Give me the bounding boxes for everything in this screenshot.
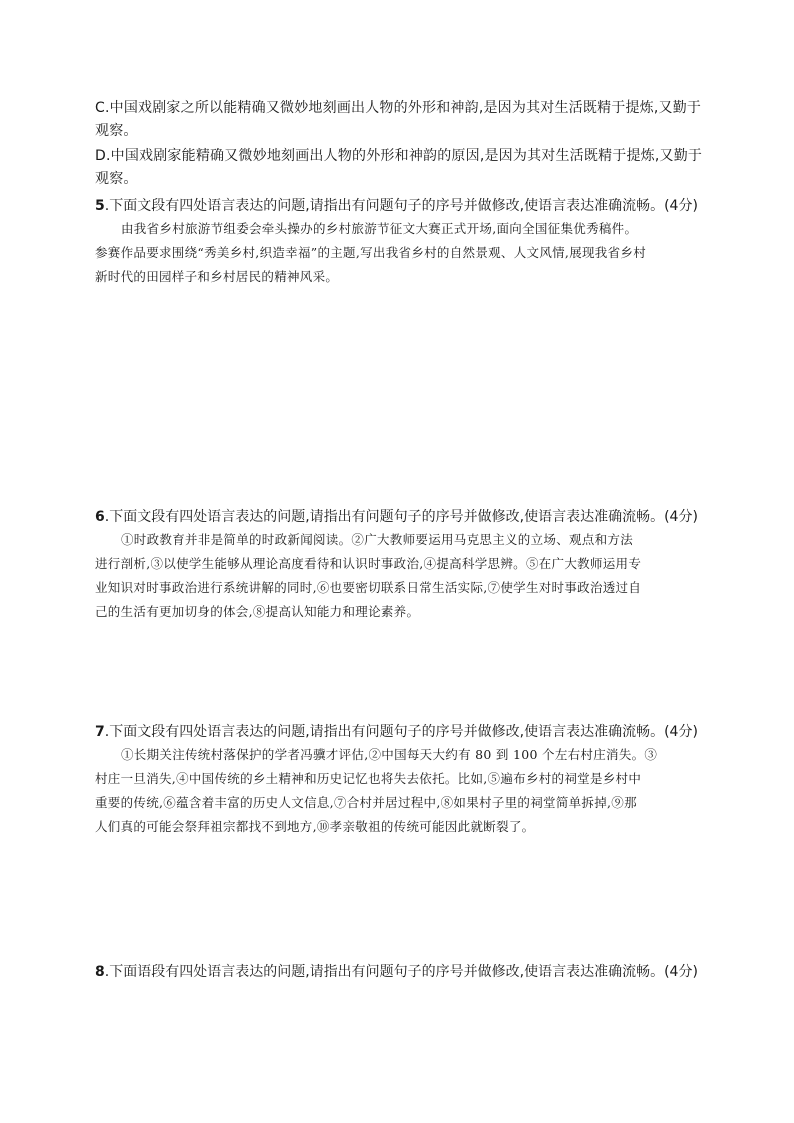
- question-number: 5: [95, 198, 105, 214]
- question-prompt: .下面文段有四处语言表达的问题,请指出有问题句子的序号并做修改,使语言表达准确流畅。(4分): [104, 198, 698, 214]
- passage-line: 新时代的田园样子和乡村居民的精神风采。: [95, 269, 339, 284]
- passage-line: 进行剖析,③以使学生能够从理论高度看待和认识时事政治,④提高科学思辨。⑤在广大教师运用专: [95, 556, 642, 571]
- question-7-heading: [95, 721, 698, 743]
- option-d-line2: 观察。: [95, 171, 138, 187]
- passage-line: 重要的传统,⑥蕴含着丰富的历史人文信息,⑦合村并居过程中,⑧如果村子里的祠堂简单拆掉,⑨那: [95, 795, 637, 810]
- question-prompt: .下面语段有四处语言表达的问题,请指出有问题句子的序号并做修改,使语言表达准确流畅。(4分): [104, 964, 698, 980]
- passage-line: 己的生活有更加切身的体会,⑧提高认知能力和理论素养。: [95, 604, 420, 619]
- option-c-line1: C.中国戏剧家之所以能精确又微妙地刻画出人物的外形和神韵,是因为其对生活既精于提炼,又勤于: [95, 100, 702, 116]
- question-prompt: .下面文段有四处语言表达的问题,请指出有问题句子的序号并做修改,使语言表达准确流畅。(4分): [104, 724, 698, 740]
- question-8-heading: [95, 961, 698, 983]
- passage-line: 村庄一旦消失,④中国传统的乡土精神和历史记忆也将失去依托。比如,⑤遍布乡村的祠堂是乡村中: [95, 771, 642, 786]
- question-prompt: .下面文段有四处语言表达的问题,请指出有问题句子的序号并做修改,使语言表达准确流畅。(4分): [104, 509, 698, 525]
- passage-line: ①时政教育并非是简单的时政新闻阅读。②广大教师要运用马克思主义的立场、观点和方法: [121, 532, 634, 547]
- option-d: [95, 145, 703, 191]
- passage-line: 由我省乡村旅游节组委会牵头操办的乡村旅游节征文大赛正式开场,面向全国征集优秀稿件。: [121, 221, 638, 236]
- passage-line: 人们真的可能会祭拜祖宗都找不到地方,⑩孝亲敬祖的传统可能因此就断裂了。: [95, 819, 535, 834]
- question-8: [95, 961, 698, 983]
- question-5: [95, 195, 698, 289]
- option-d-line1: D.中国戏剧家能精确又微妙地刻画出人物的外形和神韵的原因,是因为其对生活既精于提炼,又勤于: [95, 148, 703, 164]
- question-number: 8: [95, 964, 105, 980]
- option-c: [95, 97, 702, 143]
- question-6-heading: [95, 506, 698, 528]
- question-7: [95, 721, 698, 839]
- question-number: 7: [95, 724, 105, 740]
- question-6: [95, 506, 698, 624]
- option-c-line2: 观察。: [95, 123, 138, 139]
- passage-line: ①长期关注传统村落保护的学者冯骥才评估,②中国每天大约有 80 到 100 个左右村庄消失。③: [121, 747, 658, 762]
- question-5-heading: [95, 195, 698, 217]
- question-number: 6: [95, 509, 105, 525]
- passage-line: 业知识对时事政治进行系统讲解的同时,⑥也要密切联系日常生活实际,⑦使学生对时事政治透过自: [95, 580, 642, 595]
- passage-line: 参赛作品要求围绕“秀美乡村,织造幸福”的主题,写出我省乡村的自然景观、人文风情,展现我省乡村: [95, 245, 647, 260]
